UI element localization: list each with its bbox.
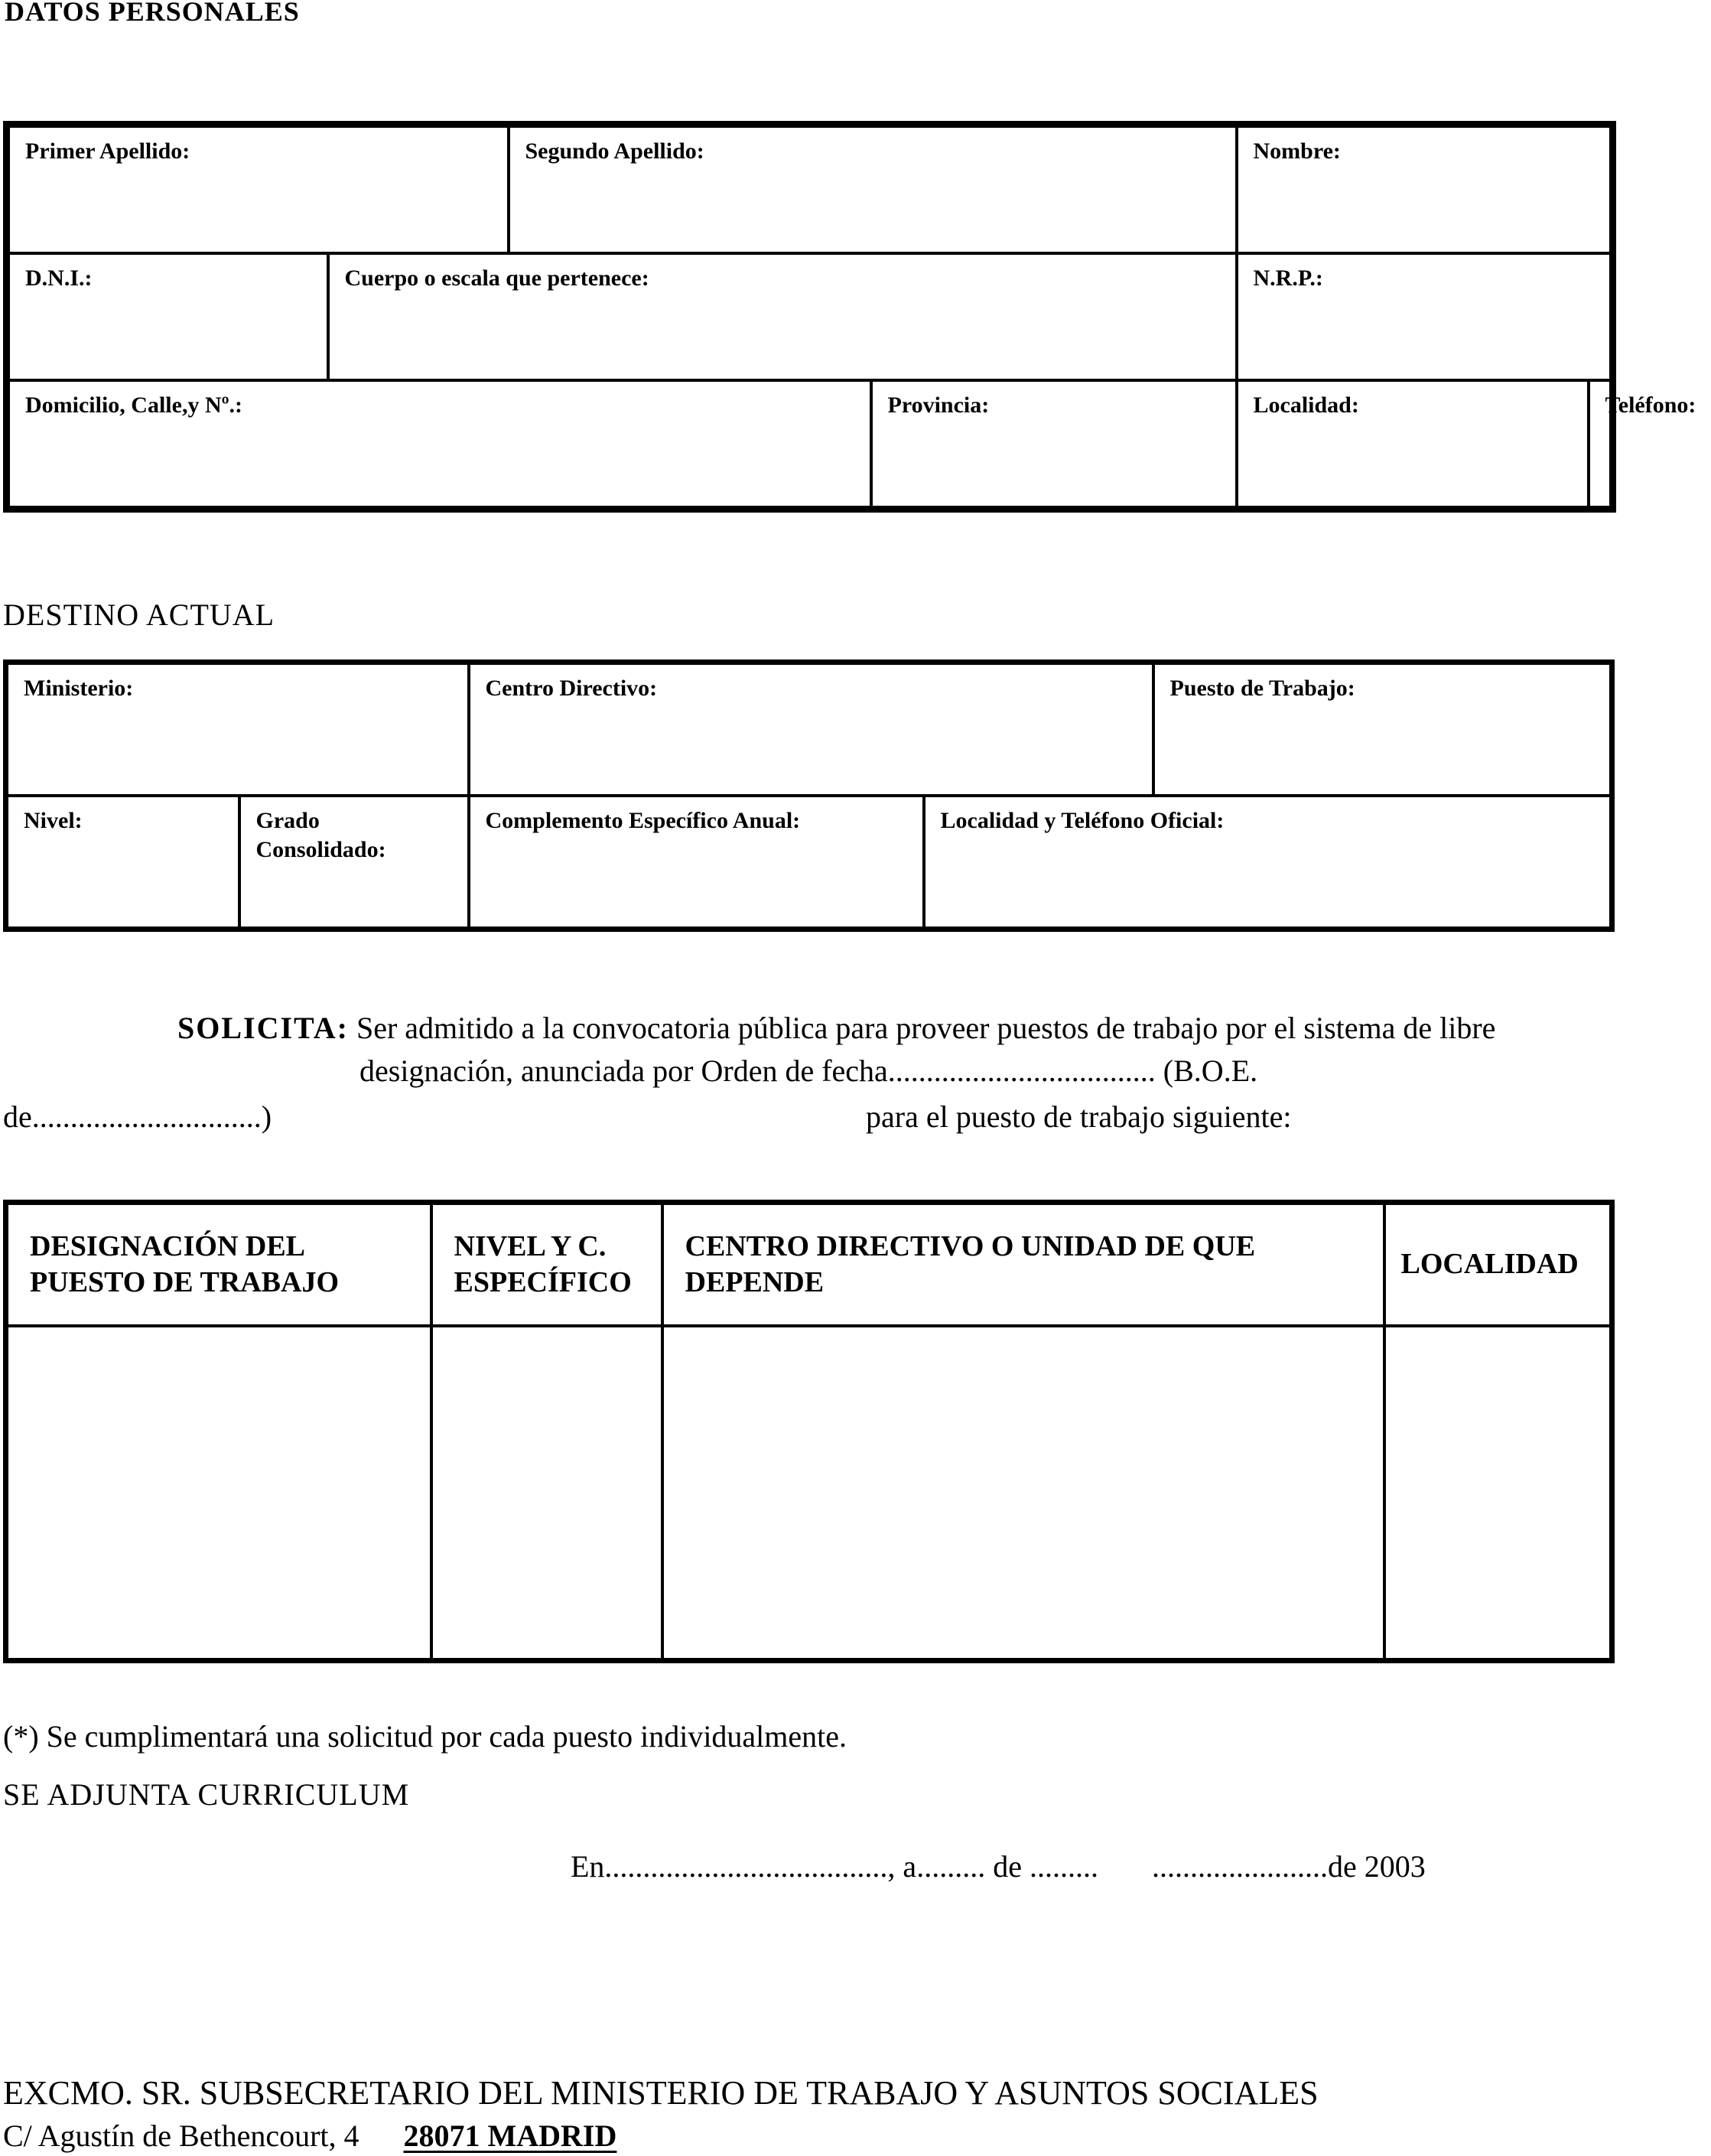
cuerpo-label: Cuerpo o escala que pertenece: <box>344 265 649 291</box>
nombre-label: Nombre: <box>1253 138 1341 164</box>
grado-label: Grado <box>255 808 320 833</box>
localidad-label: Localidad: <box>1253 392 1359 418</box>
col-header-centro-line2: DEPENDE <box>685 1266 825 1298</box>
nombre-field[interactable] <box>1237 125 1613 254</box>
solicita-line-3-left: de..............................) <box>3 1099 272 1134</box>
nivel-label: Nivel: <box>24 808 83 833</box>
col-header-centro <box>662 1203 1384 1327</box>
col-header-designacion <box>6 1203 431 1327</box>
col-header-localidad: LOCALIDAD <box>1384 1203 1612 1327</box>
footnote: (*) Se cumplimentará una solicitud por cada puesto individualmente. <box>3 1719 847 1754</box>
section-title-destino-actual: DESTINO ACTUAL <box>3 598 275 632</box>
datos-personales-table <box>3 121 1696 513</box>
dni-field[interactable] <box>7 253 328 380</box>
solicita-line-2: designación, anunciada por Orden de fecha................................... (B.O.E. <box>359 1054 1258 1088</box>
localidad-telefono-oficial-field[interactable] <box>924 796 1612 930</box>
col-header-centro-line1: CENTRO DIRECTIVO O UNIDAD DE QUE <box>685 1229 1256 1262</box>
col-header-nivel-line1: NIVEL Y C. <box>454 1229 607 1262</box>
col-header-designacion-line1: DESIGNACIÓN DEL <box>30 1229 306 1262</box>
nivel-field[interactable] <box>6 796 239 930</box>
col-header-designacion-line2: PUESTO DE TRABAJO <box>30 1266 340 1298</box>
col-header-nivel <box>431 1203 662 1327</box>
localidad-telefono-oficial-label: Localidad y Teléfono Oficial: <box>940 808 1225 833</box>
ministerio-label: Ministerio: <box>24 676 134 701</box>
complemento-field[interactable] <box>469 796 924 930</box>
centro-directivo-label: Centro Directivo: <box>485 676 658 701</box>
provincia-label: Provincia: <box>887 392 990 418</box>
address-street: C/ Agustín de Bethencourt, 4 <box>3 2119 359 2153</box>
puesto-trabajo-field[interactable] <box>1153 663 1612 796</box>
segundo-apellido-label: Segundo Apellido: <box>525 138 704 164</box>
segundo-apellido-field[interactable] <box>509 125 1237 254</box>
centro-directivo-cell[interactable] <box>662 1326 1384 1661</box>
centro-directivo-field[interactable] <box>470 665 1155 794</box>
solicita-text-1: Ser admitido a la convocatoria pública para proveer puestos de trabajo por el sistema de libre <box>356 1011 1496 1045</box>
domicilio-label: Domicilio, Calle,y Nº.: <box>25 392 243 418</box>
address-line <box>3 2118 616 2154</box>
localidad-cell[interactable] <box>1384 1326 1612 1661</box>
telefono-label: Teléfono: <box>1605 392 1696 418</box>
primer-apellido-field[interactable] <box>7 125 509 254</box>
domicilio-field[interactable] <box>7 380 871 510</box>
nivel-especifico-cell[interactable] <box>431 1326 662 1661</box>
cuerpo-field[interactable] <box>328 253 1237 380</box>
nrp-label: N.R.P.: <box>1253 265 1323 291</box>
adjunta-curriculum: SE ADJUNTA CURRICULUM <box>3 1777 410 1812</box>
solicita-line-3-right: para el puesto de trabajo siguiente: <box>866 1099 1292 1134</box>
addressee: EXCMO. SR. SUBSECRETARIO DEL MINISTERIO DE TRABAJO Y ASUNTOS SOCIALES <box>3 2074 1319 2112</box>
designacion-cell[interactable] <box>6 1326 431 1661</box>
consolidado-label: Consolidado: <box>255 836 386 862</box>
col-header-nivel-line2: ESPECÍFICO <box>454 1266 632 1298</box>
puesto-solicitado-table <box>3 1200 1615 1663</box>
provincia-field[interactable] <box>871 380 1237 510</box>
complemento-label: Complemento Específico Anual: <box>485 808 801 833</box>
nrp-field[interactable] <box>1237 253 1613 380</box>
destino-actual-table <box>3 660 1615 932</box>
ministerio-field[interactable] <box>6 663 469 796</box>
address-city: 28071 MADRID <box>403 2119 617 2153</box>
primer-apellido-label: Primer Apellido: <box>25 138 190 164</box>
date-line: En....................................., a......... de ......... .......................de 2003 <box>571 1849 1426 1884</box>
localidad-telefono-group <box>1237 380 1696 510</box>
section-title-datos-personales: DATOS PERSONALES <box>5 0 300 27</box>
centro-puesto-group <box>469 663 1153 796</box>
grado-consolidado-field[interactable] <box>239 796 469 930</box>
telefono-field[interactable] <box>1590 382 1711 506</box>
localidad-field[interactable] <box>1238 382 1590 506</box>
solicita-label: SOLICITA: <box>177 1011 349 1045</box>
puesto-trabajo-label: Puesto de Trabajo: <box>1169 676 1355 701</box>
solicita-line-1 <box>177 1010 1495 1046</box>
dni-label: D.N.I.: <box>25 265 93 291</box>
